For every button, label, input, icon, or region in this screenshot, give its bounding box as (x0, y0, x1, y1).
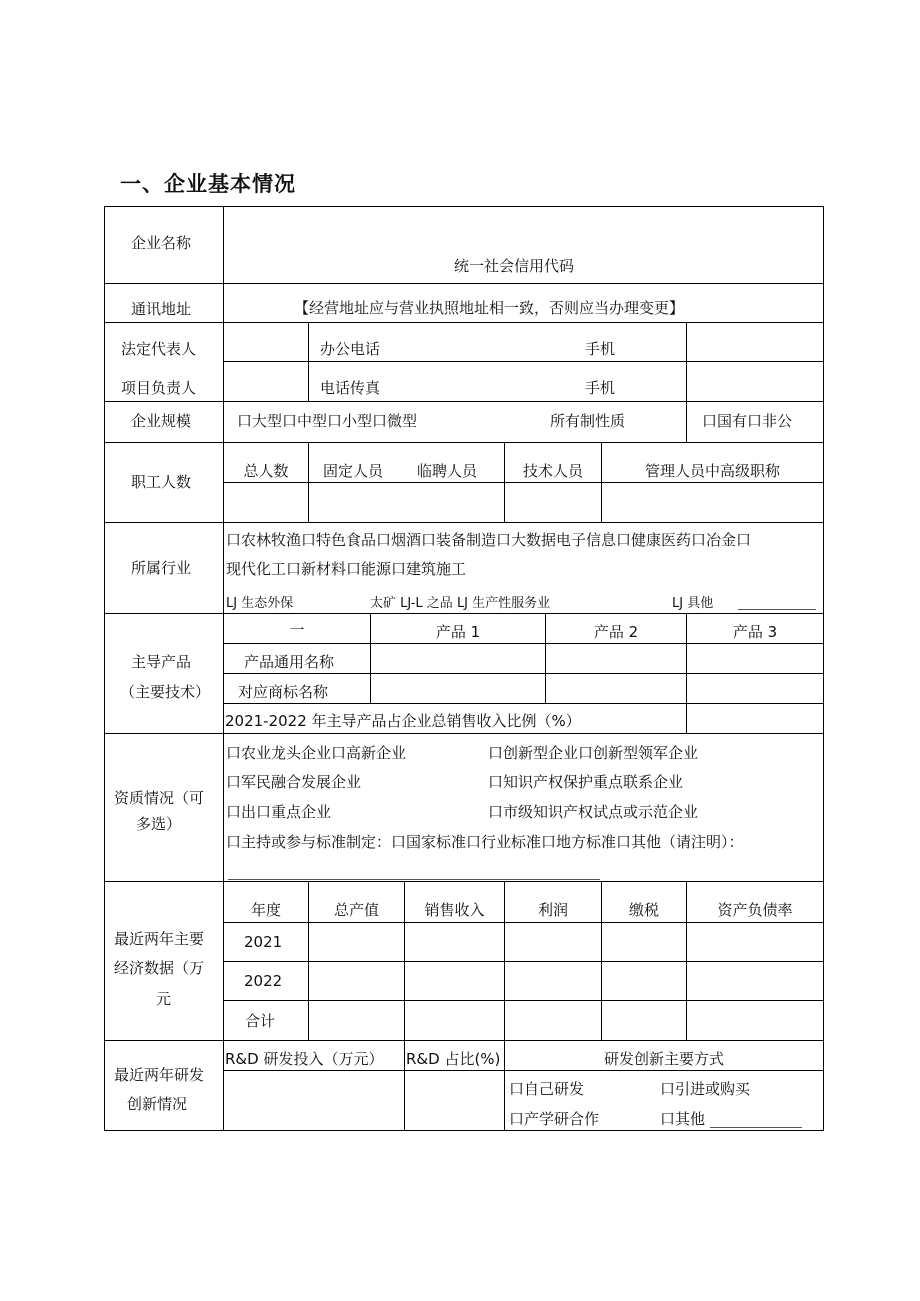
ownership-options: 口国有口非公 (702, 412, 793, 430)
products-dash: 一 (289, 621, 305, 639)
economy-header-output: 总产值 (333, 901, 379, 919)
qualification-item-2b: 口知识产权保护重点联系企业 (488, 773, 684, 791)
product-col-2: 产品 2 (593, 623, 639, 641)
industry-label: 所属行业 (131, 559, 192, 577)
economy-label-2: 经济数据（万 (114, 959, 205, 977)
economy-year-2021: 2021 (244, 933, 283, 951)
economy-label-3: 元 (156, 990, 172, 1008)
rnd-label-1: 最近两年研发 (114, 1066, 205, 1084)
staff-header-tech: 技术人员 (522, 462, 583, 480)
project-phone-fax-label: 电话传真 (320, 379, 381, 397)
industry-option-other: LJ 具他 (672, 596, 714, 611)
rnd-method-import: 口引进或购买 (660, 1080, 751, 1098)
rnd-method-label: 研发创新主要方式 (603, 1050, 724, 1068)
scale-label: 企业规模 (131, 412, 192, 430)
rnd-ratio-label: R&D 占比(%) (406, 1050, 501, 1068)
product-col-1: 产品 1 (435, 623, 481, 641)
qualification-item-1b: 口创新型企业口创新型领军企业 (488, 744, 699, 762)
staff-header-fixed: 固定人员 (323, 462, 384, 480)
staff-label: 职工人数 (131, 473, 192, 491)
project-mobile-label: 手机 (585, 379, 616, 397)
product-col-3: 产品 3 (732, 623, 778, 641)
rnd-method-self: 口自己研发 (509, 1080, 585, 1098)
economy-header-year: 年度 (250, 901, 281, 919)
products-label: 主导产品 (131, 653, 192, 671)
qualification-label: 资质情况（可 (114, 789, 205, 807)
economy-label-1: 最近两年主要 (114, 930, 205, 948)
qualification-item-2a: 口军民融合发展企业 (226, 773, 362, 791)
rnd-method-other: 口其他 (660, 1110, 706, 1128)
qualification-label-sub: 多选） (136, 815, 182, 833)
qualification-standard: 口主持或参与标准制定：口国家标准口行业标准口地方标准口其他（请注明）： (226, 833, 744, 851)
qualification-item-3b: 口市级知识产权试点或示范企业 (488, 803, 699, 821)
rnd-label-2: 创新情况 (127, 1095, 188, 1113)
economy-total-label: 合计 (245, 1012, 276, 1030)
product-sales-ratio-label: 2021-2022 年主导产品占企业总销售收入比例（%） (225, 712, 581, 730)
section-title: 一、企业基本情况 (120, 172, 296, 196)
legal-office-phone-label: 办公电话 (320, 340, 381, 358)
legal-mobile-label: 手机 (585, 340, 616, 358)
staff-header-temp: 临聘人员 (417, 462, 478, 480)
economy-header-profit: 利润 (537, 901, 568, 919)
industry-option-service: 太矿 LJ-L 之品 LJ 生产性服务业 (370, 596, 551, 611)
company-name-label: 企业名称 (131, 234, 192, 252)
ownership-label: 所有制性质 (550, 412, 626, 430)
address-label: 通讯地址 (131, 300, 192, 318)
product-trademark-label: 对应商标名称 (238, 683, 329, 701)
legal-rep-label: 法定代表人 (121, 340, 197, 358)
project-lead-label: 项目负责人 (121, 379, 197, 397)
industry-options-line1: 口农林牧渔口特色食品口烟酒口装备制造口大数据电子信息口健康医药口冶金口 (226, 531, 752, 549)
economy-header-sales: 销售收入 (424, 901, 485, 919)
industry-option-eco: LJ 生态外保 (226, 596, 294, 611)
staff-header-total: 总人数 (243, 462, 289, 480)
products-label-sub: （主要技术） (120, 683, 211, 701)
credit-code-label: 统一社会信用代码 (454, 257, 575, 275)
economy-header-debt-ratio: 资产负债率 (717, 901, 793, 919)
rnd-method-collab: 口产学研合作 (509, 1110, 600, 1128)
qualification-item-1a: 口农业龙头企业口高新企业 (226, 744, 407, 762)
staff-header-senior-mgmt: 管理人员中高级职称 (644, 462, 780, 480)
enterprise-info-form (104, 206, 824, 1131)
economy-year-2022: 2022 (244, 972, 283, 990)
product-common-name-label: 产品通用名称 (244, 653, 335, 671)
economy-header-tax: 缴税 (628, 901, 659, 919)
address-note: 【经营地址应与营业执照地址相一致，否则应当办理变更】 (294, 299, 685, 317)
qualification-item-3a: 口出口重点企业 (226, 803, 332, 821)
industry-options-line2: 现代化工口新材料口能源口建筑施工 (226, 560, 467, 578)
rnd-investment-label: R&D 研发投入（万元） (225, 1050, 384, 1068)
scale-options: 口大型口中型口小型口微型 (237, 412, 418, 430)
